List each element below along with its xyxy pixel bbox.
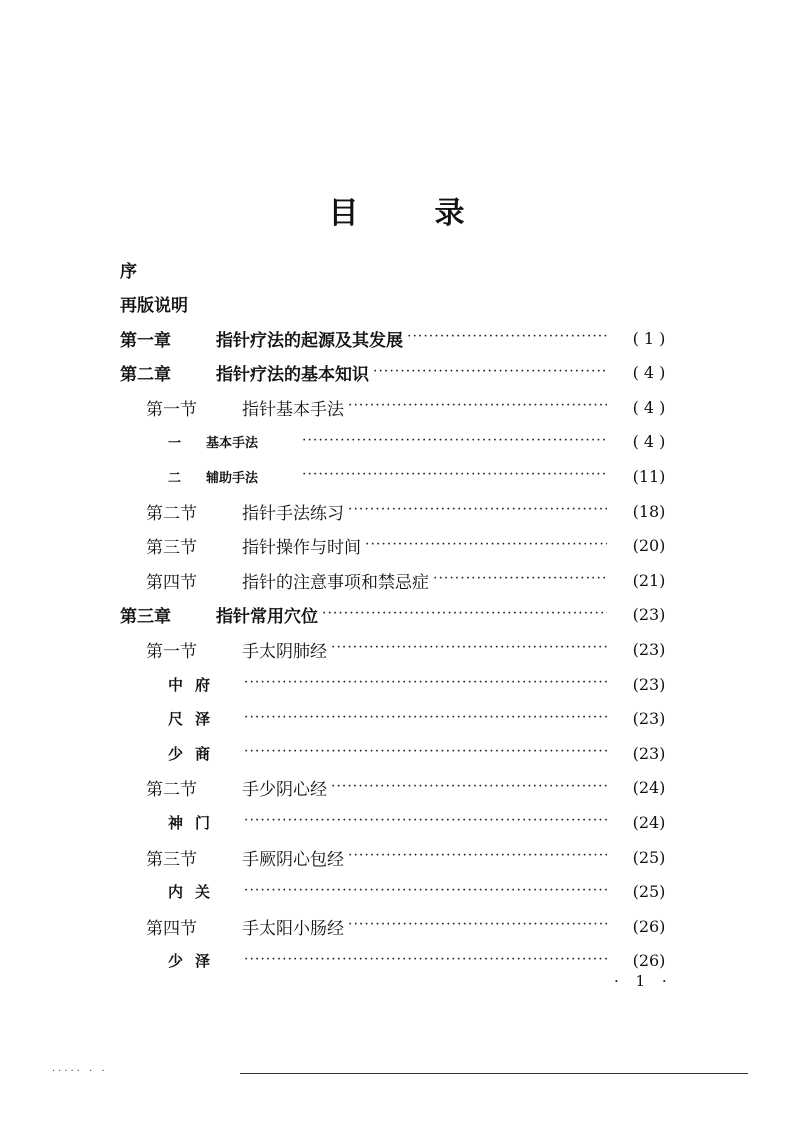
toc-entry-label [146, 914, 344, 939]
toc-entry-number: 第一节 [146, 641, 197, 662]
toc-entry-label [168, 467, 298, 486]
toc-entry-number: 第三节 [146, 538, 197, 559]
toc-entry-page: ( 1 ) [632, 328, 666, 348]
toc-entry-title: 指针疗法的起源及其发展 [216, 330, 403, 351]
toc-entry-label [146, 499, 344, 524]
toc-leader-dots [322, 600, 607, 630]
toc-entry-label [168, 432, 298, 451]
toc-entry-label [120, 326, 403, 351]
toc-entry-title: 手太阴肺经 [242, 641, 327, 662]
toc-entry [0, 531, 793, 561]
toc-entry-title: 中府 [168, 675, 223, 694]
scan-artifact-dots: ····· · · [52, 1066, 108, 1077]
toc-entry-title: 神门 [168, 813, 223, 832]
toc-entry-page: (24) [632, 812, 666, 832]
toc-reprint-note: 再版说明 [120, 296, 188, 316]
toc-entry-label [168, 674, 240, 695]
toc-entry-page: (20) [632, 536, 666, 556]
toc-leader-dots [244, 704, 607, 734]
toc-entry [0, 704, 793, 734]
toc-entry-page: (23) [632, 674, 666, 694]
toc-entry-number: 第二节 [146, 780, 197, 801]
toc-entry [0, 496, 793, 526]
toc-entry-page: (25) [632, 882, 666, 902]
toc-entry-label [168, 950, 240, 971]
toc-entry-number: 第四节 [146, 572, 197, 593]
toc-entry-title: 指针基本手法 [242, 399, 344, 420]
toc-entry-number: 一 [168, 436, 182, 452]
toc-entry-page: (23) [632, 639, 666, 659]
toc-entry [0, 911, 793, 941]
bottom-rule [240, 1073, 748, 1074]
toc-leader-dots [331, 773, 607, 803]
toc-leader-dots [348, 911, 607, 941]
toc-entry-page: (11) [632, 466, 666, 486]
toc-entry-number: 第一节 [146, 399, 197, 420]
toc-entry [0, 358, 793, 388]
toc-entry-title: 少泽 [168, 952, 223, 971]
toc-entry-title: 指针手法练习 [242, 503, 344, 524]
toc-entry-title: 手厥阴心包经 [242, 849, 344, 870]
toc-entry-number: 二 [168, 470, 182, 486]
toc-entry-page: (26) [632, 951, 666, 971]
toc-entry-title: 指针的注意事项和禁忌症 [242, 572, 429, 593]
toc-entry-number: 第一章 [120, 330, 171, 351]
toc-leader-dots [433, 565, 607, 595]
toc-entry-page: (23) [632, 709, 666, 729]
toc-entry-title: 手少阴心经 [242, 780, 327, 801]
toc-leader-dots [244, 669, 607, 699]
toc-entry-label [168, 708, 240, 729]
toc-leader-dots [331, 634, 607, 664]
title-char-1: 目 [328, 196, 359, 231]
toc-entry-number: 第三章 [120, 607, 171, 628]
toc-entry-label [146, 637, 327, 662]
toc-entry-label [120, 602, 318, 627]
toc-entry-number: 第二节 [146, 503, 197, 524]
toc-leader-dots [365, 531, 607, 561]
toc-entry-title: 少商 [168, 744, 223, 763]
toc-leader-dots [348, 842, 607, 872]
toc-entry-page: (26) [632, 916, 666, 936]
toc-entry [0, 669, 793, 699]
toc-entry [0, 600, 793, 630]
toc-entry-title: 尺泽 [168, 710, 223, 729]
toc-leader-dots [348, 392, 607, 422]
toc-entry-label [146, 533, 361, 558]
toc-entry [0, 634, 793, 664]
toc-entry-label [146, 395, 344, 420]
toc-leader-dots [373, 358, 607, 388]
toc-entry [0, 323, 793, 353]
title-char-2: 录 [434, 196, 465, 231]
toc-entry-number: 第三节 [146, 849, 197, 870]
toc-entry-number: 第四节 [146, 918, 197, 939]
toc-entry [0, 877, 793, 907]
toc-entry-title: 手太阳小肠经 [242, 918, 344, 939]
toc-entry-label [146, 568, 429, 593]
toc-entry-label [146, 775, 327, 800]
toc-entry-label [168, 812, 240, 833]
toc-entry-number: 第二章 [120, 365, 171, 386]
toc-entry-title: 指针常用穴位 [216, 607, 318, 628]
toc-entry [0, 392, 793, 422]
toc-entry-page: (21) [632, 570, 666, 590]
toc-leader-dots [244, 877, 607, 907]
toc-entry-label [146, 845, 344, 870]
toc-leader-dots [302, 461, 607, 491]
toc-entry-page: ( 4 ) [632, 363, 666, 383]
toc-entry [0, 842, 793, 872]
toc-preface: 序 [120, 262, 137, 282]
toc-entry-title: 指针疗法的基本知识 [216, 365, 369, 386]
toc-entry-title: 辅助手法 [206, 470, 259, 486]
toc-entry [0, 738, 793, 768]
toc-entry-title: 内关 [168, 883, 223, 902]
toc-leader-dots [348, 496, 607, 526]
toc-entry [0, 565, 793, 595]
toc-entry [0, 773, 793, 803]
toc-leader-dots [407, 323, 607, 353]
toc-entry-page: (23) [632, 743, 666, 763]
toc-leader-dots [244, 738, 607, 768]
toc-entry [0, 427, 793, 457]
toc-leader-dots [244, 946, 607, 976]
toc-entry-page: (23) [632, 605, 666, 625]
toc-entry [0, 461, 793, 491]
toc-entry-label [168, 881, 240, 902]
toc-entry [0, 807, 793, 837]
toc-leader-dots [302, 427, 607, 457]
toc-leader-dots [244, 807, 607, 837]
toc-entry-title: 基本手法 [206, 436, 259, 452]
toc-entry-title: 指针操作与时间 [242, 538, 361, 559]
toc-entry-label [168, 743, 240, 764]
toc-entry-page: (25) [632, 847, 666, 867]
toc-entry-label [120, 360, 369, 385]
page-number: · 1 · [614, 972, 673, 990]
toc-entry-page: ( 4 ) [632, 397, 666, 417]
toc-entry-page: ( 4 ) [632, 432, 666, 452]
toc-entry-page: (18) [632, 501, 666, 521]
toc-entry-page: (24) [632, 778, 666, 798]
